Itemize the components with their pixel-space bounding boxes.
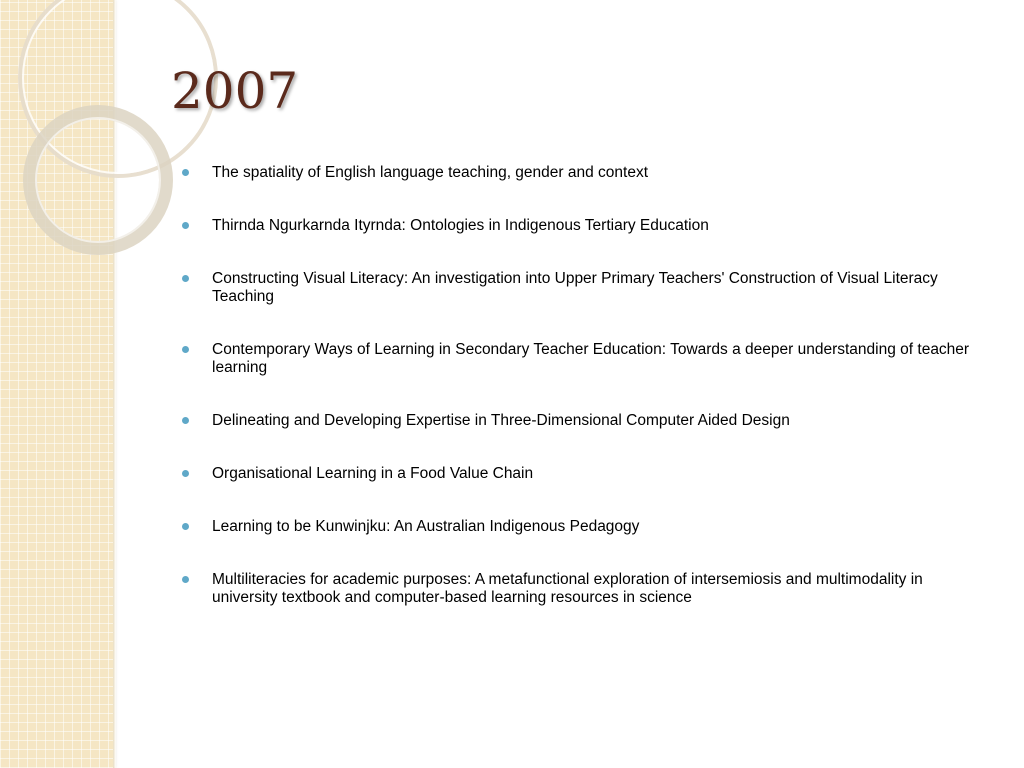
list-item-text: Contemporary Ways of Learning in Secondary Teacher Education: Towards a deeper understanding of teacher learning — [212, 341, 970, 376]
list-item — [182, 217, 982, 235]
slide-title: 2007 — [171, 62, 299, 120]
bullet-dot-icon — [182, 346, 189, 353]
bullet-dot-icon — [182, 523, 189, 530]
decorative-circles-icon — [0, 0, 140, 260]
list-item-text: The spatiality of English language teaching, gender and context — [212, 164, 649, 181]
list-item-text: Learning to be Kunwinjku: An Australian Indigenous Pedagogy — [212, 518, 640, 535]
bullet-list — [182, 164, 982, 607]
list-item — [182, 518, 982, 536]
bullet-dot-icon — [182, 222, 189, 229]
bullet-dot-icon — [182, 169, 189, 176]
bullet-dot-icon — [182, 275, 189, 282]
list-item — [182, 164, 982, 182]
list-item — [182, 465, 982, 483]
list-item-text: Organisational Learning in a Food Value Chain — [212, 465, 534, 482]
list-item — [182, 270, 982, 306]
list-item — [182, 341, 982, 377]
bullet-dot-icon — [182, 470, 189, 477]
bullet-dot-icon — [182, 417, 189, 424]
list-item-text: Delineating and Developing Expertise in Three-Dimensional Computer Aided Design — [212, 412, 790, 429]
list-item — [182, 571, 982, 607]
list-item-text: Multiliteracies for academic purposes: A metafunctional exploration of intersemiosis and multimodality in university textbook and computer-based learning resources in science — [212, 571, 923, 606]
bullet-dot-icon — [182, 576, 189, 583]
list-item-text: Thirnda Ngurkarnda Ityrnda: Ontologies in Indigenous Tertiary Education — [212, 217, 709, 234]
list-item — [182, 412, 982, 430]
list-item-text: Constructing Visual Literacy: An investigation into Upper Primary Teachers' Construction of Visual Literacy Teaching — [212, 270, 938, 305]
